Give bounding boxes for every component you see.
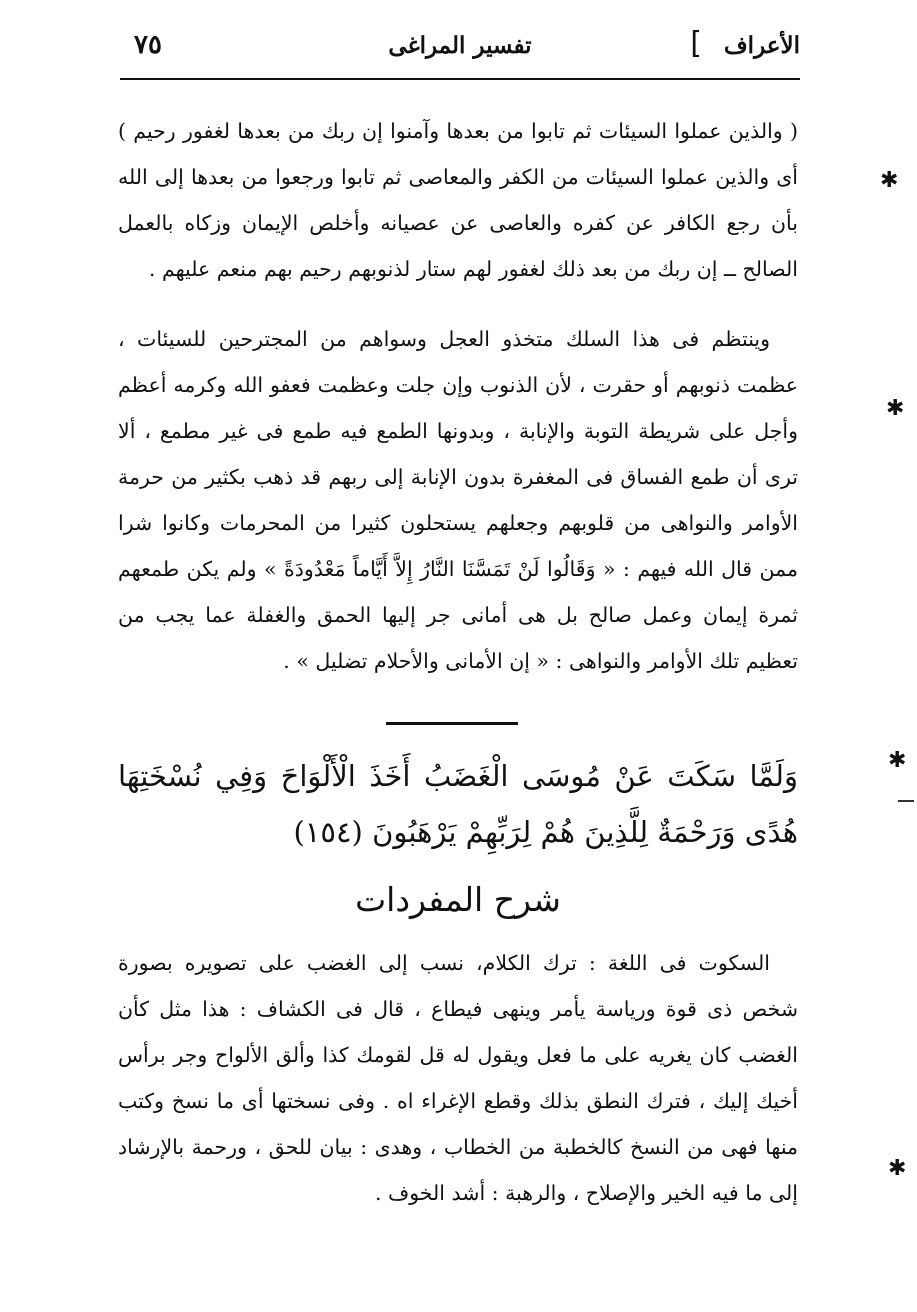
margin-dash: [898, 800, 914, 802]
section-divider: [386, 722, 518, 725]
page-number: ٧٥: [134, 30, 162, 60]
text-block-commentary: [118, 108, 798, 292]
text-block-explanation: [118, 316, 798, 684]
header-book-title: تفسير المراغى: [388, 32, 532, 59]
header-surah-name: الأعراف: [723, 32, 800, 59]
header-rule: [120, 78, 800, 80]
paragraph: وينتظم فى هذا السلك متخذو العجل وسواهم من المجترحين للسيئات ، عظمت ذنوبهم أو حقرت ، لأن الذنوب وإن جلت وعظمت فعفو الله وكرمه أعظم وأجل على شريطة التوبة والإنابة ، وبدونها الطمع فيه طمع فى غير مطمع ، ألا ترى أن طمع الفساق فى المغفرة بدون الإنابة إلى ربهم قد ذهب بكثير من حرمة الأوامر والنواهى من قلوبهم وجعلهم يستحلون كثيرا من المحرمات وكانوا شرا ممن قال الله فيهم : « وَقَالُوا لَنْ تَمَسَّنَا النَّارُ إِلاَّ أَيَّاماً مَعْدُودَةً » ولم يكن طمعهم ثمرة إيمان وعمل صالح بل هى أمانى جر إليها الحمق والغفلة عما يجب من تعظيم تلك الأوامر والنواهى : « إن الأمانى والأحلام تضليل » .: [118, 327, 798, 673]
margin-mark-icon: ✱: [888, 748, 907, 773]
verse-text: وَلَمَّا سَكَتَ عَنْ مُوسَى الْغَضَبُ أَخَذَ الْأَلْوَاحَ وَفِي نُسْخَتِهَا هُدًى وَرَحْمَةٌ لِلَّذِينَ هُمْ لِرَبِّهِمْ يَرْهَبُونَ (١٥٤): [118, 759, 798, 849]
margin-mark-icon: ✱: [880, 168, 899, 193]
paragraph: السكوت فى اللغة : ترك الكلام، نسب إلى الغضب على تصويره بصورة شخص ذى قوة ورياسة يأمر وينهى فيطاع ، قال فى الكشاف : هذا مثل كأن الغضب كان يغريه على ما فعل ويقول له قل لقومك كذا وألق الألواح وجر برأس أخيك إليك ، فترك النطق بذلك وقطع الإغراء اه . وفى نسختها أى ما نسخ وكتب منها فهى من النسخ كالخطبة من الخطاب ، وهدى : بيان للحق ، ورحمة بالإرشاد إلى ما فيه الخير والإصلاح ، والرهبة : أشد الخوف .: [118, 951, 798, 1205]
quran-verse: [118, 748, 798, 860]
text-block-vocabulary: [118, 940, 798, 1216]
header-bracket: ]: [690, 26, 702, 61]
paragraph: ( والذين عملوا السيئات ثم تابوا من بعدها وآمنوا إن ربك من بعدها لغفور رحيم ) أى والذين عملوا السيئات من الكفر والمعاصى ثم تابوا ورجعوا من بعدها إلى الله بأن رجع الكافر عن كفره والعاصى عن عصيانه وأخلص الإيمان وزكاه بالعمل الصالح ــ إن ربك من بعد ذلك لغفور لهم ستار لذنوبهم رحيم بهم منعم عليهم .: [118, 119, 798, 281]
margin-mark-icon: ✱: [886, 396, 905, 421]
running-header: [120, 22, 800, 80]
margin-mark-icon: ✱: [888, 1156, 907, 1181]
section-heading: شرح المفردات: [355, 880, 561, 919]
